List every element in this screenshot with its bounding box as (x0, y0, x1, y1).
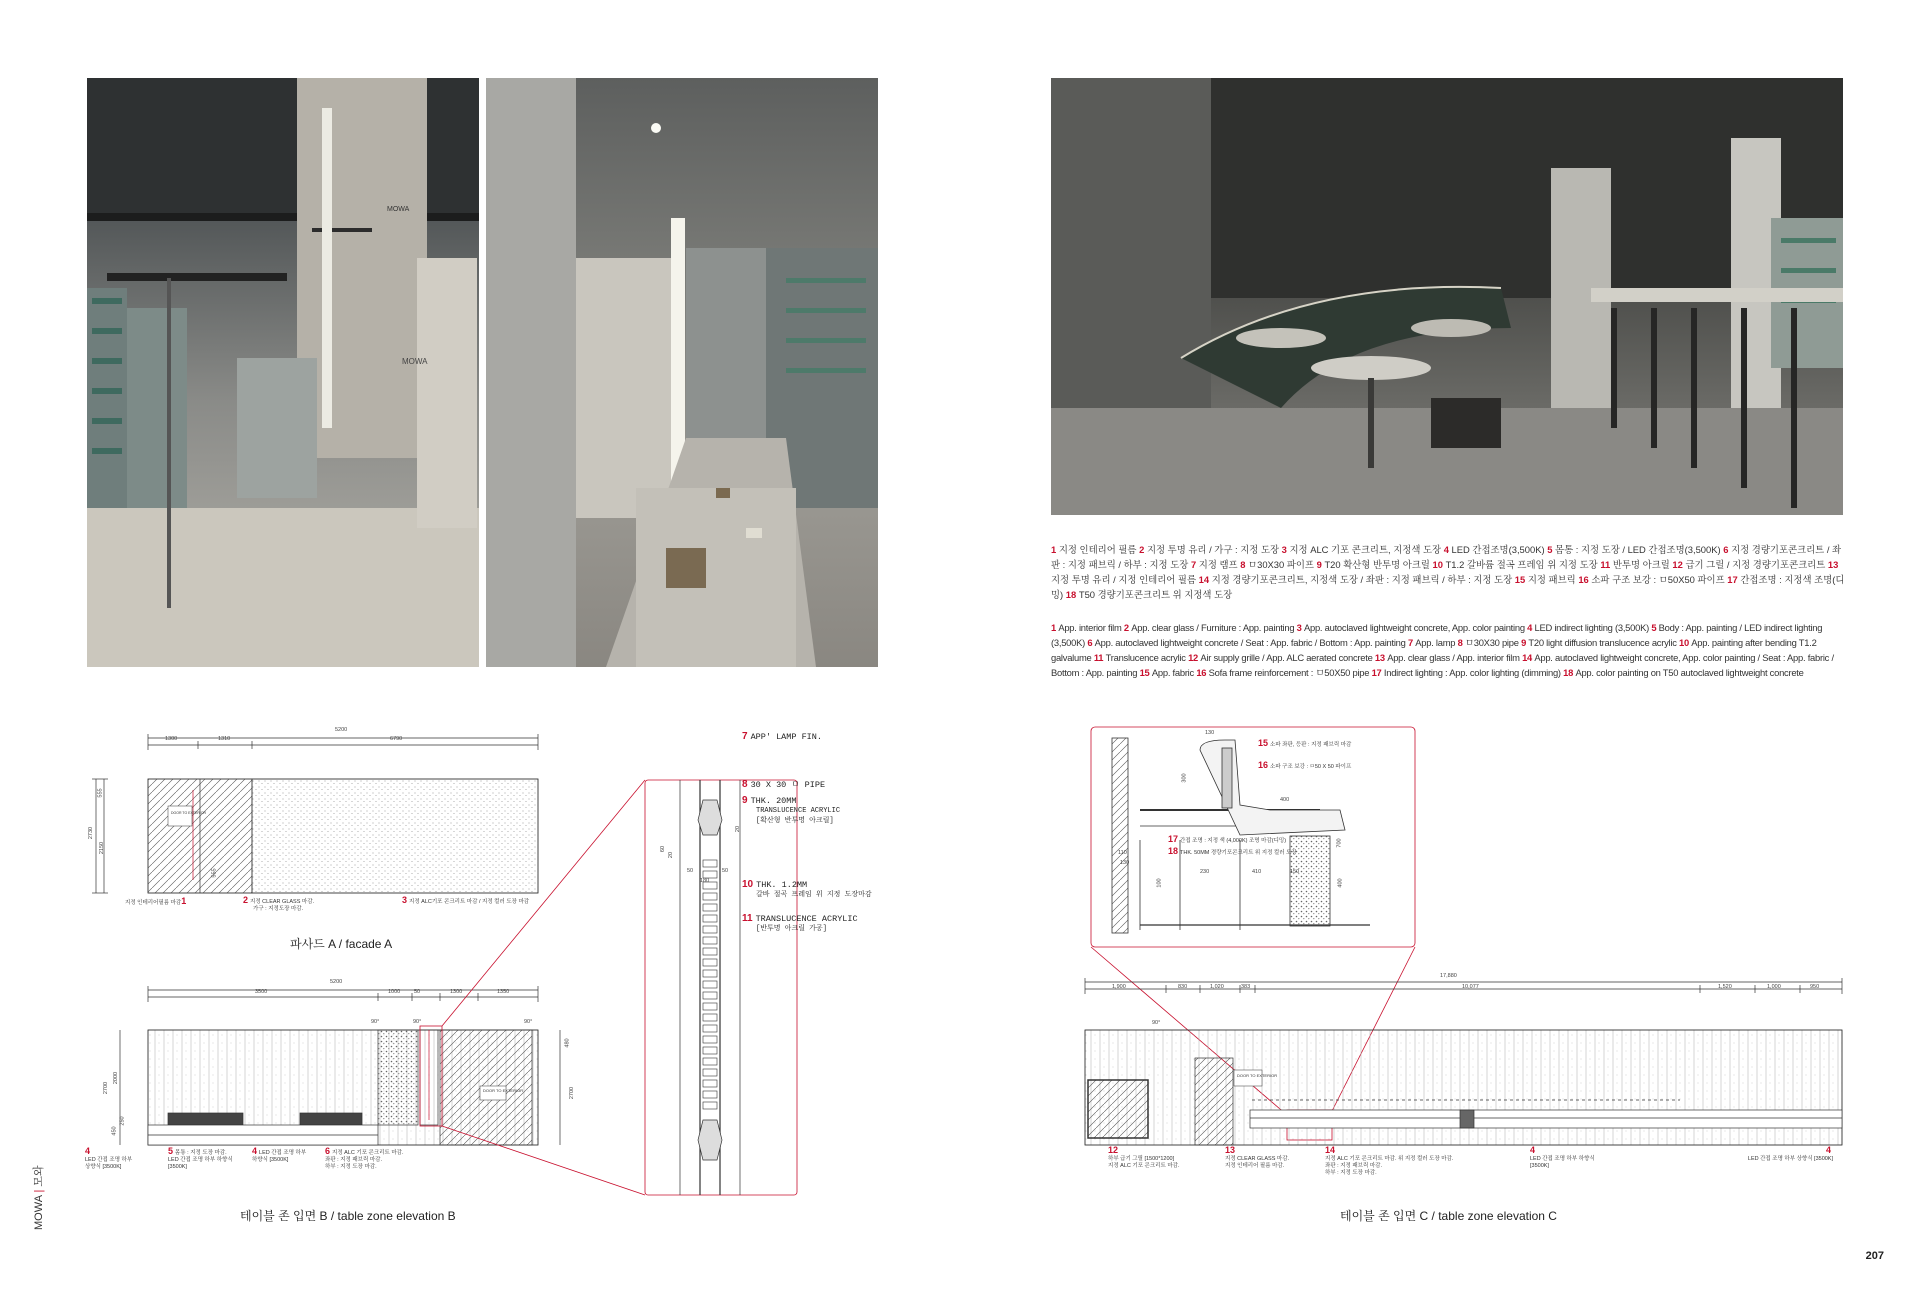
caption-text: App. clear glass / App. interior film (1387, 652, 1520, 663)
detail-dim-c: 50 (722, 868, 729, 874)
caption-number: 11 (1093, 652, 1106, 663)
elev-c-dim-2: 830 (1178, 984, 1188, 990)
elev-b-dim-5: 1350 (497, 989, 510, 995)
caption-text: 소파 구조 보강 : ㅁ50X50 파이프 (1591, 574, 1725, 585)
caption-text: App. color painting on T50 autoclaved lightweight concrete (1575, 667, 1804, 678)
caption-number: 1 (1051, 622, 1059, 633)
caption-text: 간접조명 : 지정색 조명(디밍) (1051, 574, 1845, 600)
elevation-b-drawing (120, 986, 560, 1145)
caption-number: 18 (1065, 589, 1079, 600)
caption-number: 6 (1087, 637, 1095, 648)
elevation-c-drawing (1085, 978, 1842, 1145)
caption-text: 반투명 아크릴 (1612, 559, 1670, 570)
caption-number: 14 (1522, 652, 1535, 663)
caption-number: 4 (1443, 544, 1452, 555)
caption-text: Body : App. painting / LED indirect lighting (3,500K) (1051, 622, 1823, 648)
caption-number: 18 (1563, 667, 1576, 678)
detail-c-dim-5: 230 (1200, 869, 1210, 875)
caption-text: App. autoclaved lightweight concrete, App. color painting (1304, 622, 1525, 633)
facade-a-label-2: 2 지정 CLEAR GLASS 마감. 가구 : 지정도장 마감. (243, 895, 315, 912)
facade-a-dim-3: 6790 (390, 736, 403, 742)
detail-label-10: 10 THK. 1.2MM 갈바 절곡 프레임 위 지정 도장마감 (742, 879, 872, 899)
elev-b-dim-1: 3500 (255, 989, 268, 995)
door-text-c: DOOR TO EXTERIOR (1237, 1073, 1278, 1078)
mowa-sign-1: MOWA (387, 206, 410, 213)
elev-c-label-13: 13 지정 CLEAR GLASS 마감. 지정 인테리어 필름 마감. (1225, 1145, 1290, 1169)
caption-text: 지정 투명 유리 / 가구 : 지정 도장 (1146, 544, 1280, 555)
detail-c-dim-6: 410 (1252, 869, 1262, 875)
caption-text: App. fabric (1151, 667, 1194, 678)
caption-text: App. autoclaved lightweight concrete / Seat : App. fabric / Bottom : App. painting (1094, 637, 1406, 648)
detail-c-dim-3: 130 (1120, 860, 1130, 866)
caption-text: 지정 램프 (1198, 559, 1238, 570)
elev-b-dim-h1: 2700 (103, 1081, 110, 1095)
caption-text: T1.2 갈바륨 절곡 프레임 위 지정 도장 (1445, 559, 1598, 570)
caption-number: 15 (1139, 667, 1152, 678)
caption-number: 2 (1139, 544, 1147, 555)
caption-number: 10 (1679, 637, 1692, 648)
elev-b-label-6: 6 지정 ALC 기포 콘크리트 마감. 좌판 : 지정 패브릭 마감. 하부 : 지정 도장 마감. (325, 1146, 404, 1170)
facade-a-dim-h3: 555 (97, 788, 104, 798)
caption-text: 지정 투명 유리 / 지정 인테리어 필름 (1051, 574, 1197, 585)
facade-a-dim-total: 5200 (335, 727, 348, 733)
elev-c-label-12: 12 하부 급기 그릴 [1500*1200] 지정 ALC 기포 콘크리트 마감. (1108, 1145, 1180, 1169)
caption-text: Sofa frame reinforcement : ㅁ50X50 pipe (1208, 667, 1370, 678)
caption-number: 4 (1527, 622, 1535, 633)
facade-a-label-3: 3 지정 ALC기포 콘크리트 마감 / 지정 컬러 도장 마감 (402, 895, 530, 905)
elev-b-dim-h2: 2000 (113, 1071, 120, 1085)
caption-number: 3 (1296, 622, 1304, 633)
caption-number: 13 (1374, 652, 1388, 663)
elev-c-dim-total: 17,880 (1440, 973, 1457, 979)
caption-text: Indirect lighting : App. color lighting (dimming) (1383, 667, 1561, 678)
elev-c-dim-8: 950 (1810, 984, 1820, 990)
door-tag-facade-a (168, 806, 192, 826)
caption-number: 14 (1198, 574, 1212, 585)
elev-b-dim-h5: 480 (564, 1038, 571, 1048)
caption-text: ㅁ30X30 pipe (1464, 637, 1519, 648)
detail-c-dim-1: 300 (1181, 773, 1188, 783)
detail-label-8: 8 30 X 30 ㅁ PIPE (742, 779, 826, 790)
caption-text: Translucence acrylic (1105, 652, 1186, 663)
detail-c-label-15: 15 소파 좌판, 등판 : 지정 패브릭 마감 (1258, 738, 1352, 748)
detail-dim-a: 20 (735, 825, 742, 833)
caption-number: 17 (1371, 667, 1384, 678)
caption-text: App. painting after bending T1.2 galvalume (1051, 637, 1817, 663)
facade-a-dim-h4: 555 (211, 868, 218, 878)
caption-number: 11 (1600, 559, 1613, 570)
door-text-a: DOOR TO EXTERIOR (171, 811, 207, 815)
facade-a-dim-1: 1300 (165, 736, 178, 742)
caption-number: 17 (1727, 574, 1741, 585)
elev-b-dim-total: 5200 (330, 979, 343, 985)
elev-c-dim-1: 1,900 (1112, 984, 1126, 990)
elev-b-label-4a: 4 LED 간접 조명 하부 상향식 [3500K] (85, 1146, 133, 1170)
caption-text: T50 경량기포콘크리트 위 지정색 도장 (1078, 589, 1233, 600)
elev-b-dim-3: 50 (414, 989, 421, 995)
detail-c-dim-top: 130 (1205, 730, 1215, 736)
facade-a-dim-h2: 2150 (99, 841, 106, 855)
caption-number: 8 (1457, 637, 1465, 648)
elev-b-dim-h3: 450 (111, 1126, 118, 1136)
caption-number: 16 (1578, 574, 1592, 585)
elev-b-angle-1: 90° (371, 1019, 380, 1025)
caption-number: 2 (1123, 622, 1132, 633)
elev-c-dim-4: 383 (1241, 984, 1251, 990)
detail-c-dim-7: 150 (1290, 869, 1300, 875)
elev-b-angle-2: 90° (413, 1019, 422, 1025)
caption-number: 3 (1281, 544, 1290, 555)
elev-c-label-4b: 4 LED 간접 조명 하부 상향식 [3500K] (1747, 1145, 1834, 1162)
elev-b-label-5: 5 몸통 : 지정 도장 마감. LED 간접 조명 하부 하향식 [3500K] (168, 1146, 233, 1170)
facade-a-label-1: 지정 인테리어필름 마감1 (125, 896, 187, 906)
caption-text: 지정 패브릭 (1527, 574, 1576, 585)
caption-text: Air supply grille / App. ALC aerated concrete (1200, 652, 1373, 663)
detail-c-dim-10: 100 (1156, 878, 1163, 888)
caption-number: 7 (1190, 559, 1199, 570)
caption-number: 8 (1240, 559, 1249, 570)
detail-dim-f: 20 (668, 851, 675, 859)
caption-text: 지정 ALC 기포 콘크리트, 지정색 도장 (1289, 544, 1442, 555)
caption-number: 12 (1188, 652, 1201, 663)
caption-text: LED indirect lighting (3,500K) (1534, 622, 1649, 633)
caption-text: LED 간접조명(3,500K) (1451, 544, 1545, 555)
detail-label-7: 7 APP' LAMP FIN. (742, 731, 822, 742)
elev-c-dim-3: 1,020 (1210, 984, 1224, 990)
elev-c-dim-7: 1,000 (1767, 984, 1781, 990)
caption-number: 9 (1521, 637, 1529, 648)
facade-a-drawing (92, 734, 538, 893)
elev-c-dim-5: 10,077 (1462, 984, 1479, 990)
caption-number: 12 (1672, 559, 1686, 570)
caption-text: ㅁ30X30 파이프 (1248, 559, 1314, 570)
caption-number: 9 (1316, 559, 1325, 570)
caption-text: App. lamp (1415, 637, 1456, 648)
caption-number: 5 (1651, 622, 1659, 633)
elev-c-label-14: 14 지정 ALC 기포 콘크리트 마감. 위 지정 컬러 도장 마감. 좌판 : 지정 패브릭 마감. 하부 : 지정 도장 마감. (1325, 1145, 1454, 1176)
title-facade-a: 파사드 A / facade A (290, 937, 393, 951)
detail-dim-b: 50 (687, 868, 694, 874)
caption-text: T20 light diffusion translucence acrylic (1528, 637, 1677, 648)
mowa-sign-2: MOWA (402, 357, 428, 366)
detail-dim-e: 60 (660, 845, 667, 853)
title-elevation-b: 테이블 존 입면 B / table zone elevation B (240, 1209, 456, 1223)
elev-b-dim-h4: 250 (119, 1116, 126, 1126)
detail-c-label-18: 18 THK. 50MM 경량기포콘크리트 위 지정 컬러 도장 (1168, 846, 1297, 856)
detail-c-label-16: 16 소파 구조 보강 : ㅁ50 X 50 파이프 (1258, 760, 1352, 770)
detail-c-dim-2: 400 (1280, 797, 1290, 803)
page-number: 207 (1865, 1250, 1884, 1262)
elev-c-dim-6: 1,520 (1718, 984, 1732, 990)
door-text-b: DOOR TO EXTERIOR (483, 1088, 524, 1093)
elev-b-angle-3: 90° (524, 1019, 533, 1025)
caption-text: App. clear glass / Furniture : App. painting (1131, 622, 1295, 633)
caption-text: App. interior film (1058, 622, 1122, 633)
caption-text: App. autoclaved lightweight concrete, App. color painting / Seat : App. fabric / Bottom : App. painting (1051, 652, 1834, 678)
facade-a-dim-2: 1310 (218, 736, 231, 742)
caption-number: 5 (1547, 544, 1556, 555)
detail-section-drawing (680, 780, 740, 1195)
elev-b-dim-h6: 2700 (569, 1086, 576, 1100)
facade-a-dim-h1: 2730 (88, 826, 95, 840)
caption-text: T20 확산형 반투명 아크릴 (1324, 559, 1430, 570)
caption-text: 몸통 : 지정 도장 / LED 간접조명(3,500K) (1555, 544, 1721, 555)
caption-number: 7 (1407, 637, 1416, 648)
elev-b-label-4b: 4 LED 간접 조명 하부 하향식 [3500K] (252, 1146, 307, 1163)
caption-number: 13 (1827, 559, 1839, 570)
caption-text: 지정 인테리어 필름 (1058, 544, 1137, 555)
caption-number: 16 (1196, 667, 1209, 678)
elev-b-dim-2: 1000 (388, 989, 401, 995)
detail-dim-d: 180 (700, 878, 710, 884)
elev-c-angle: 90° (1152, 1020, 1161, 1026)
caption-number: 6 (1723, 544, 1732, 555)
detail-c-dim-8: 400 (1337, 878, 1344, 888)
caption-text: 지정 경량기포콘크리트, 지정색 도장 / 좌판 : 지정 패브릭 / 하부 : 지정 도장 (1211, 574, 1513, 585)
elev-b-dim-4: 1300 (450, 989, 463, 995)
elev-c-label-4a: 4 LED 간접 조명 하부 하향식 [3500K] (1530, 1145, 1595, 1169)
caption-text: 급기 그릴 / 지정 경량기포콘크리트 (1685, 559, 1826, 570)
caption-text: 지정 경량기포콘크리트 / 좌판 : 지정 패브릭 / 하부 : 지정 도장 (1051, 544, 1842, 570)
detail-c-label-17: 17 간접 조명 : 지정 색 (4,000K) 조명 마감(디밍) (1168, 834, 1287, 844)
detail-label-9: 9 THK. 20MM TRANSLUCENCE ACRYLIC [확산형 반투명 아크릴] (742, 795, 841, 825)
caption-number: 1 (1051, 544, 1059, 555)
caption-number: 10 (1432, 559, 1446, 570)
title-elevation-c: 테이블 존 입면 C / table zone elevation C (1340, 1209, 1557, 1223)
sidebar-brand: MOWA | 모와 (33, 1165, 45, 1230)
detail-label-11: 11 TRANSLUCENCE ACRYLIC [반투명 아크릴 가공] (742, 913, 858, 933)
caption-number: 15 (1514, 574, 1528, 585)
detail-c-dim-4: 110 (1118, 850, 1127, 856)
detail-c-dim-9: 700 (1336, 838, 1343, 848)
